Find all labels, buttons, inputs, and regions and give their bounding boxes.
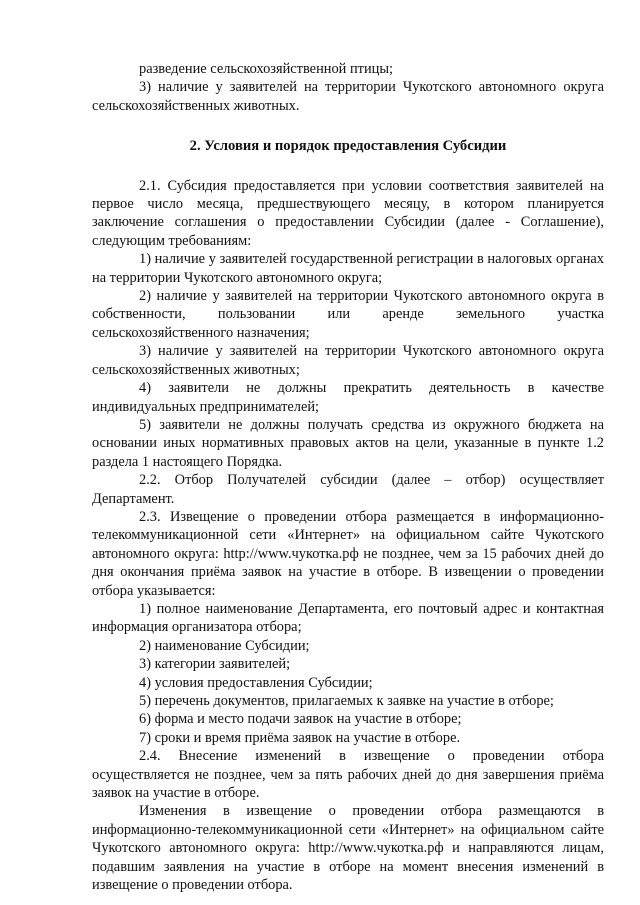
- intro-line-2: 3) наличие у заявителей на территории Чукотского автономного округа сельскохозяйственных животных.: [92, 79, 604, 114]
- paragraph-changes: Изменения в извещение о проведении отбора размещаются в информационно-телекоммуникационной сети «Интернет» на официальном сайте Чукотского автономного округа: http://www.чукотка.рф и направляются лицам, подавшим заявления на участие в отборе на момент внесения изменений в извещение о проведении отбора.: [92, 803, 604, 894]
- document-page: [92, 60, 604, 894]
- requirement-3: 3) наличие у заявителей на территории Чукотского автономного округа сельскохозяйственных животных;: [92, 343, 604, 378]
- section-title: 2. Условия и порядок предоставления Субсидии: [189, 138, 507, 155]
- notice-item-7: 7) сроки и время приёма заявок на участие в отборе.: [139, 729, 461, 746]
- notice-item-4: 4) условия предоставления Субсидии;: [139, 674, 373, 691]
- paragraph-2-1: 2.1. Субсидия предоставляется при условии соответствия заявителей на первое число месяца, предшествующего месяцу, в котором планируется заключение соглашения о предоставлении Субсидии (далее - Соглашение), следующим требованиям:: [92, 177, 604, 249]
- paragraph-2-2: 2.2. Отбор Получателей субсидии (далее – отбор) осуществляет Департамент.: [92, 472, 604, 507]
- notice-item-5: 5) перечень документов, прилагаемых к заявке на участие в отборе;: [139, 693, 554, 709]
- requirement-1: 1) наличие у заявителей государственной регистрации в налоговых органах на территории Чукотского автономного округа;: [92, 251, 604, 286]
- requirement-5: 5) заявители не должны получать средства из окружного бюджета на основании иных нормативных правовых актов на цели, указанные в пункте 1.2 раздела 1 настоящего Порядка.: [92, 416, 604, 470]
- intro-line-1: разведение сельскохозяйственной птицы;: [139, 61, 394, 77]
- notice-item-6: 6) форма и место подачи заявок на участие в отборе;: [139, 711, 462, 728]
- paragraph-2-4: 2.4. Внесение изменений в извещение о проведении отбора осуществляется не позднее, чем за пять рабочих дней до дня завершения приёма заявок на участие в отборе.: [92, 748, 604, 802]
- notice-item-1: 1) полное наименование Департамента, его почтовый адрес и контактная информация организатора отбора;: [92, 600, 604, 636]
- notice-item-3: 3) категории заявителей;: [139, 656, 291, 673]
- requirement-2: 2) наличие у заявителей на территории Чукотского автономного округа в собственности, пользовании или аренде земельного участка сельскохозяйственного назначения;: [92, 288, 604, 341]
- requirement-4: 4) заявители не должны прекратить деятельность в качестве индивидуальных предпринимателей;: [92, 380, 604, 415]
- notice-item-2: 2) наименование Субсидии;: [139, 637, 310, 654]
- paragraph-2-3: 2.3. Извещение о проведении отбора размещается в информационно-телекоммуникационной сети «Интернет» на официальном сайте Чукотского автономного округа: http://www.чукотка.рф не позднее, чем за 15 рабочих дней до дня окончания приёма заявок на участие в отборе. В извещении о проведении отбора указывается:: [92, 508, 604, 599]
